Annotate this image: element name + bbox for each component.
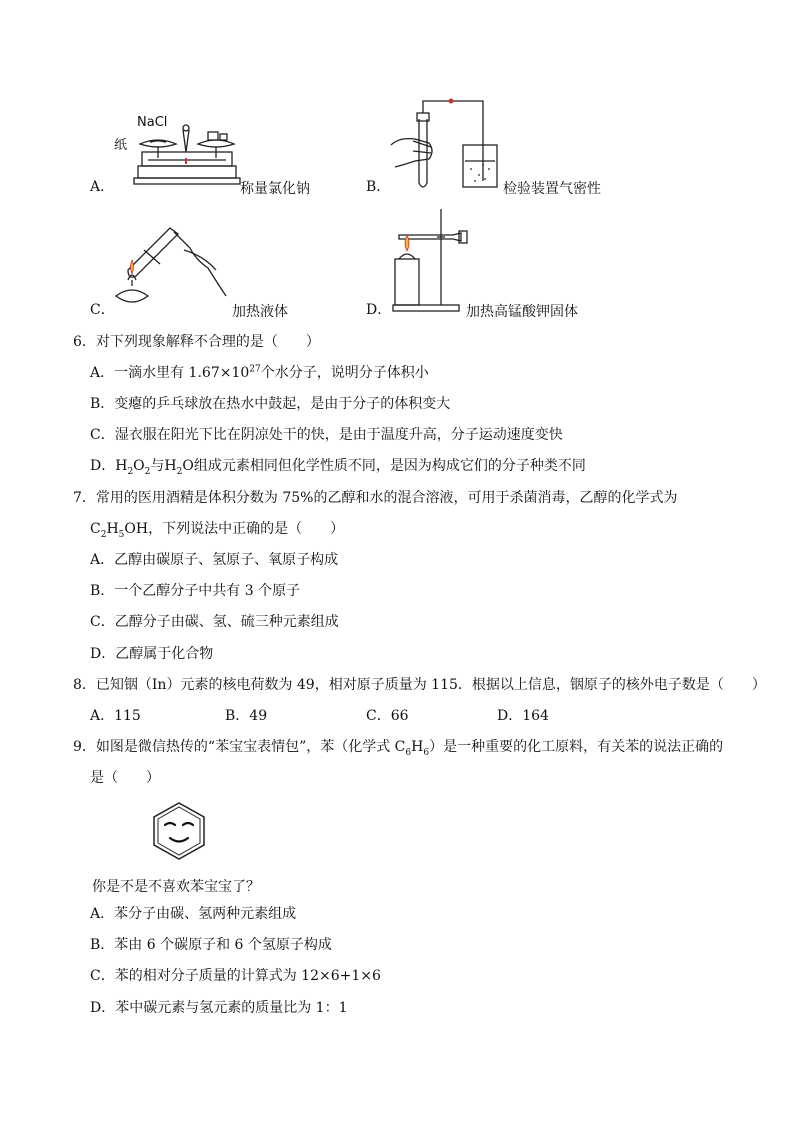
- q5-option-d-letter: D．: [366, 302, 392, 318]
- q6-option-d: D．$H_2O_2$与$H_2O$组成元素相同但化学性质不同，是因为构成它们的分子种类不同: [90, 458, 586, 477]
- benzene-face-icon: [148, 800, 210, 862]
- q6-option-c: C．湿衣服在阳光下比在阴凉处干的快，是由于温度升高，分子运动速度变快: [90, 427, 563, 443]
- q8-option-a: A．115: [90, 708, 141, 724]
- q6-option-b: B．变瘪的乒乓球放在热水中鼓起，是由于分子的体积变大: [90, 396, 451, 412]
- q7-option-d: D．乙醇属于化合物: [90, 646, 214, 662]
- q9-option-d: D．苯中碳元素与氢元素的质量比为 1：1: [90, 1000, 348, 1016]
- q5-option-c-letter: C．: [90, 302, 115, 318]
- airtightness-apparatus-drawing: [385, 95, 505, 195]
- q7-option-b: B．一个乙醇分子中共有 3 个原子: [90, 583, 301, 599]
- q8-option-b: B．49: [225, 708, 268, 724]
- q5-option-c-caption: 加热液体: [232, 304, 288, 320]
- heating-solid-drawing: [385, 205, 475, 315]
- q6-stem: 6．对下列现象解释不合理的是（ ）: [73, 334, 320, 350]
- nacl-label: NaCl: [137, 115, 168, 130]
- q9-option-a: A．苯分子由碳、氢两种元素组成: [90, 906, 297, 922]
- q5-option-d-caption: 加热高锰酸钾固体: [466, 304, 578, 320]
- q9-stem-line1: 9．如图是微信热传的“苯宝宝表情包”，苯（化学式 $C_6H_6$）是一种重要的化工原料，有关苯的说法正确的: [73, 739, 724, 758]
- paper-label: 纸: [114, 138, 128, 153]
- balance-drawing: [128, 122, 243, 192]
- q5-option-a-letter: A．: [90, 179, 115, 195]
- q6-option-a: A．一滴水里有 $1.67\times 10^{27}$个水分子，说明分子体积小: [90, 364, 429, 381]
- q7-stem-line2: $C_2H_5OH$，下列说法中正确的是（ ）: [90, 521, 345, 540]
- q9-figure-caption: 你是不是不喜欢苯宝宝了？: [92, 879, 260, 895]
- q7-option-a: A．乙醇由碳原子、氢原子、氧原子构成: [90, 552, 339, 568]
- q9-option-b: B．苯由 6 个碳原子和 6 个氢原子构成: [90, 937, 332, 953]
- q7-stem-line1: 7．常用的医用酒精是体积分数为 75%的乙醇和水的混合溶液，可用于杀菌消毒，乙醇的化学式为: [73, 490, 678, 506]
- q7-option-c: C．乙醇分子由碳、氢、硫三种元素组成: [90, 614, 339, 630]
- q5-option-b-letter: B．: [366, 179, 391, 195]
- q8-option-d: D．164: [497, 708, 549, 724]
- q9-option-c: C．苯的相对分子质量的计算式为 12×6+1×6: [90, 968, 381, 984]
- q8-option-c: C．66: [366, 708, 409, 724]
- heating-liquid-drawing: [108, 220, 233, 315]
- q5-option-b-caption: 检验装置气密性: [503, 181, 601, 197]
- q8-stem: 8．已知铟（In）元素的核电荷数为 49，相对原子质量为 115．根据以上信息，铟原子的核外电子数是（ ）: [73, 677, 766, 693]
- q9-stem-line2: 是（ ）: [90, 770, 160, 786]
- q5-option-a-caption: 称量氯化钠: [240, 181, 310, 197]
